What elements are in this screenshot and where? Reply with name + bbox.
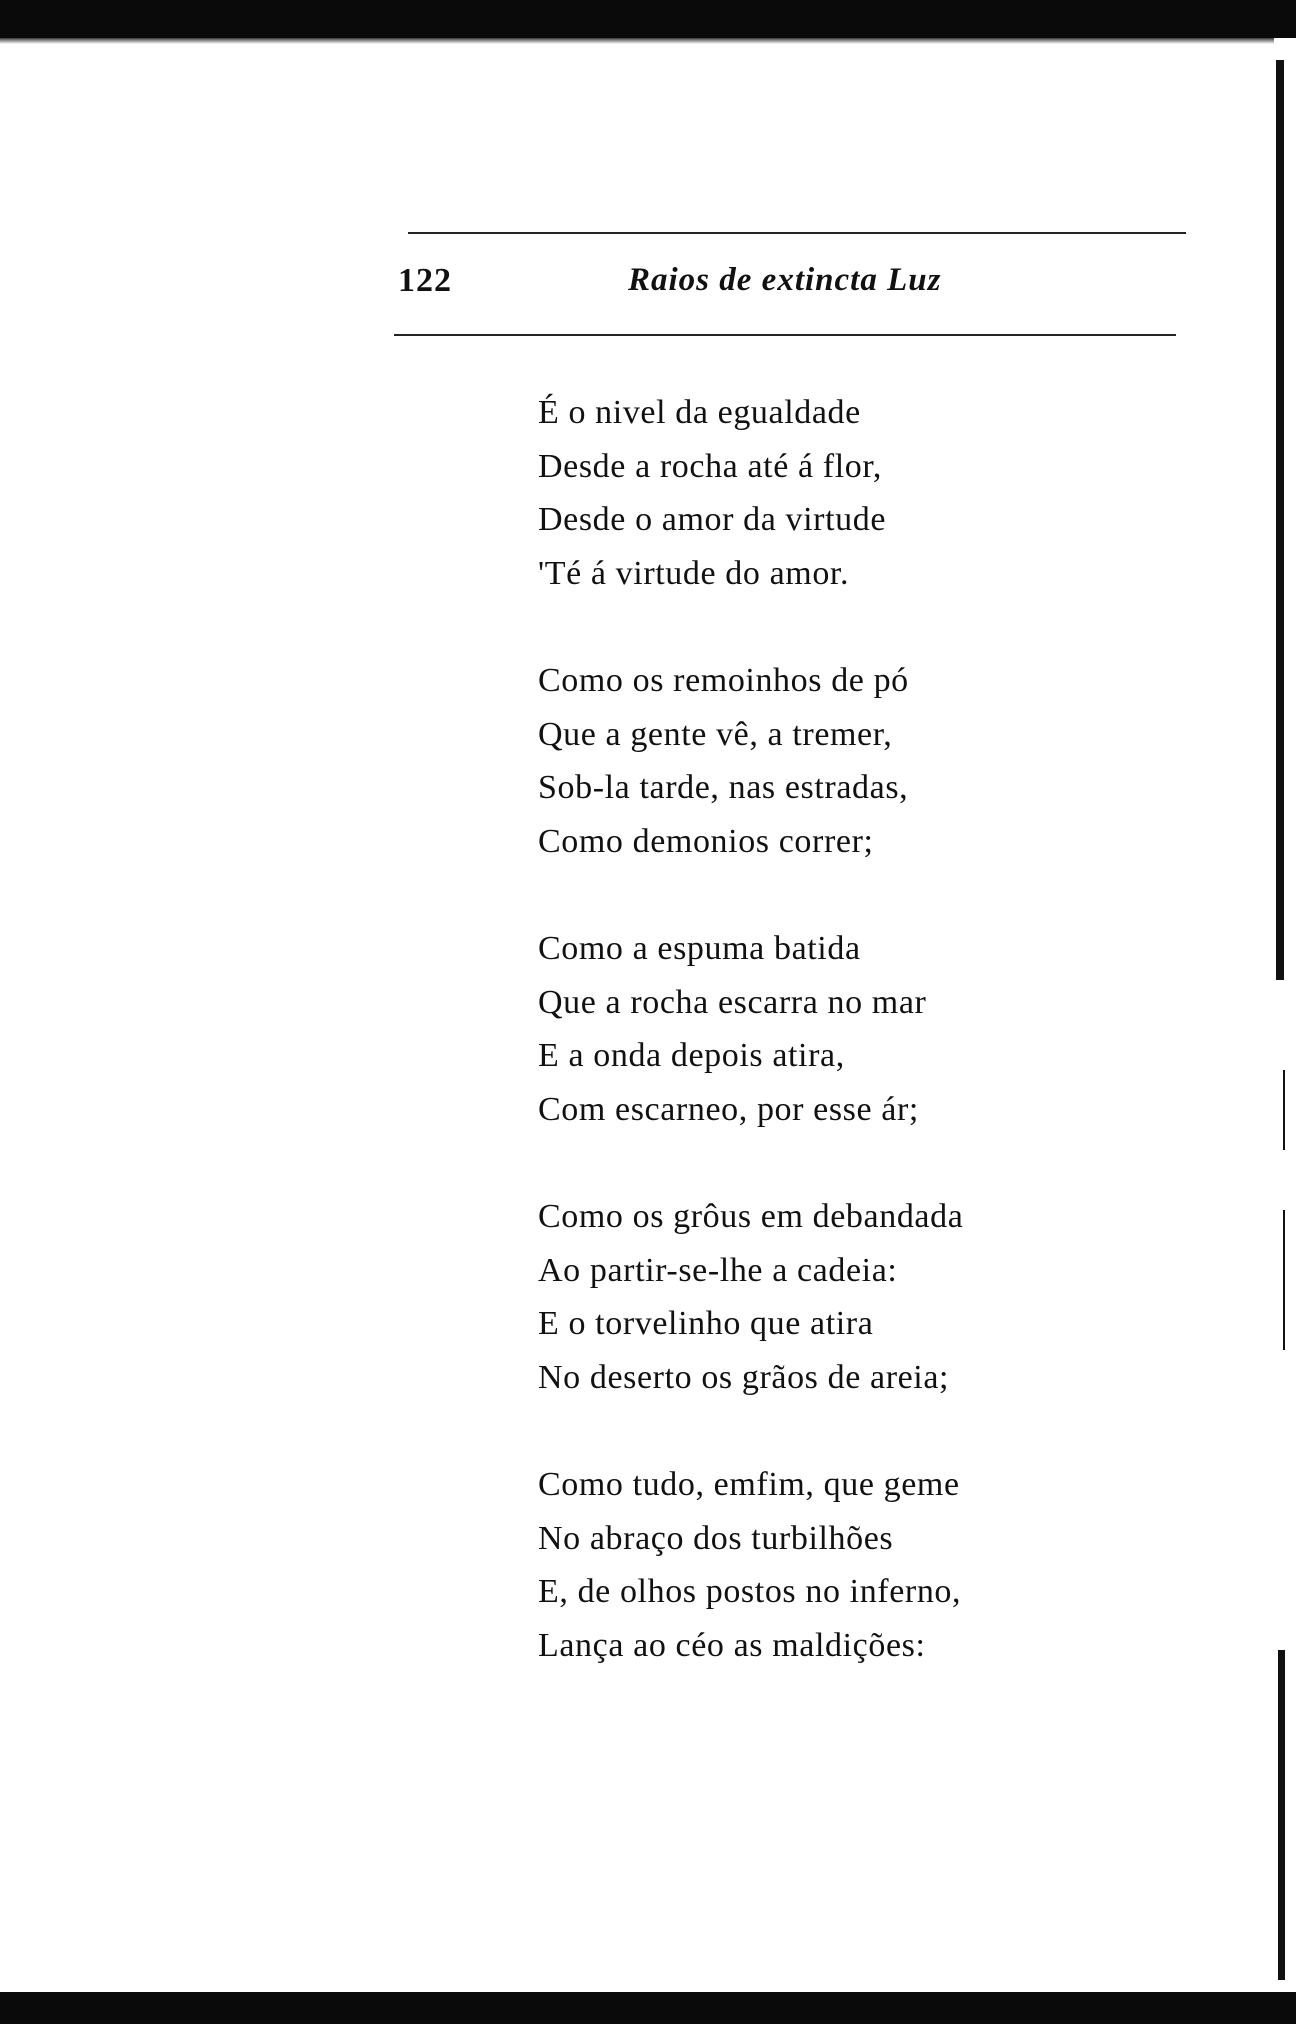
verse-line: Como os remoinhos de pó xyxy=(538,662,909,699)
verse-line: E a onda depois atira, xyxy=(538,1037,845,1074)
page-edge-mark xyxy=(1283,1070,1285,1150)
verse-line: Como demonios correr; xyxy=(538,822,874,860)
verse-line: Sob-la tarde, nas estradas, xyxy=(538,769,909,806)
verse-line: Lança ao céo as maldições: xyxy=(538,1626,926,1664)
verse-line: 'Té á virtude do amor. xyxy=(538,554,850,592)
verse-line: Como a espuma batida xyxy=(538,930,861,967)
verse-line: Com escarneo, por esse ár; xyxy=(538,1090,919,1128)
verse-line: É o nivel da egualdade xyxy=(538,394,861,431)
verse-line: E o torvelinho que atira xyxy=(538,1305,874,1342)
verse-line: Como tudo, emfim, que geme xyxy=(538,1466,960,1503)
verse-line: Desde a rocha até á flor, xyxy=(538,447,883,485)
verse-line: Desde o amor da virtude xyxy=(538,501,887,538)
poem xyxy=(538,386,1058,1726)
stanza xyxy=(538,654,1058,868)
verse-line: No abraço dos turbilhões xyxy=(538,1519,894,1557)
page-edge-mark xyxy=(1276,60,1284,980)
verse-line: Que a rocha escarra no mar xyxy=(538,983,927,1021)
header-rule-top xyxy=(408,232,1186,234)
scan-border-bottom xyxy=(0,1992,1296,2024)
scan-border-shadow xyxy=(0,38,1296,44)
stanza xyxy=(538,386,1058,600)
header-rule-bottom xyxy=(394,334,1176,336)
verse-line: E, de olhos postos no inferno, xyxy=(538,1573,962,1610)
verse-line: Que a gente vê, a tremer, xyxy=(538,715,893,753)
page-number: 122 xyxy=(398,262,452,299)
running-title: Raios de extincta Luz xyxy=(628,262,942,298)
page-edge-mark xyxy=(1283,1210,1285,1350)
stanza xyxy=(538,1458,1058,1672)
stanza xyxy=(538,922,1058,1136)
verse-line: Como os grôus em debandada xyxy=(538,1198,964,1235)
verse-line: Ao partir-se-lhe a cadeia: xyxy=(538,1251,898,1289)
page-edge-mark xyxy=(1278,1650,1285,1980)
scan-border-top xyxy=(0,0,1296,38)
stanza xyxy=(538,1190,1058,1404)
verse-line: No deserto os grãos de areia; xyxy=(538,1358,950,1396)
